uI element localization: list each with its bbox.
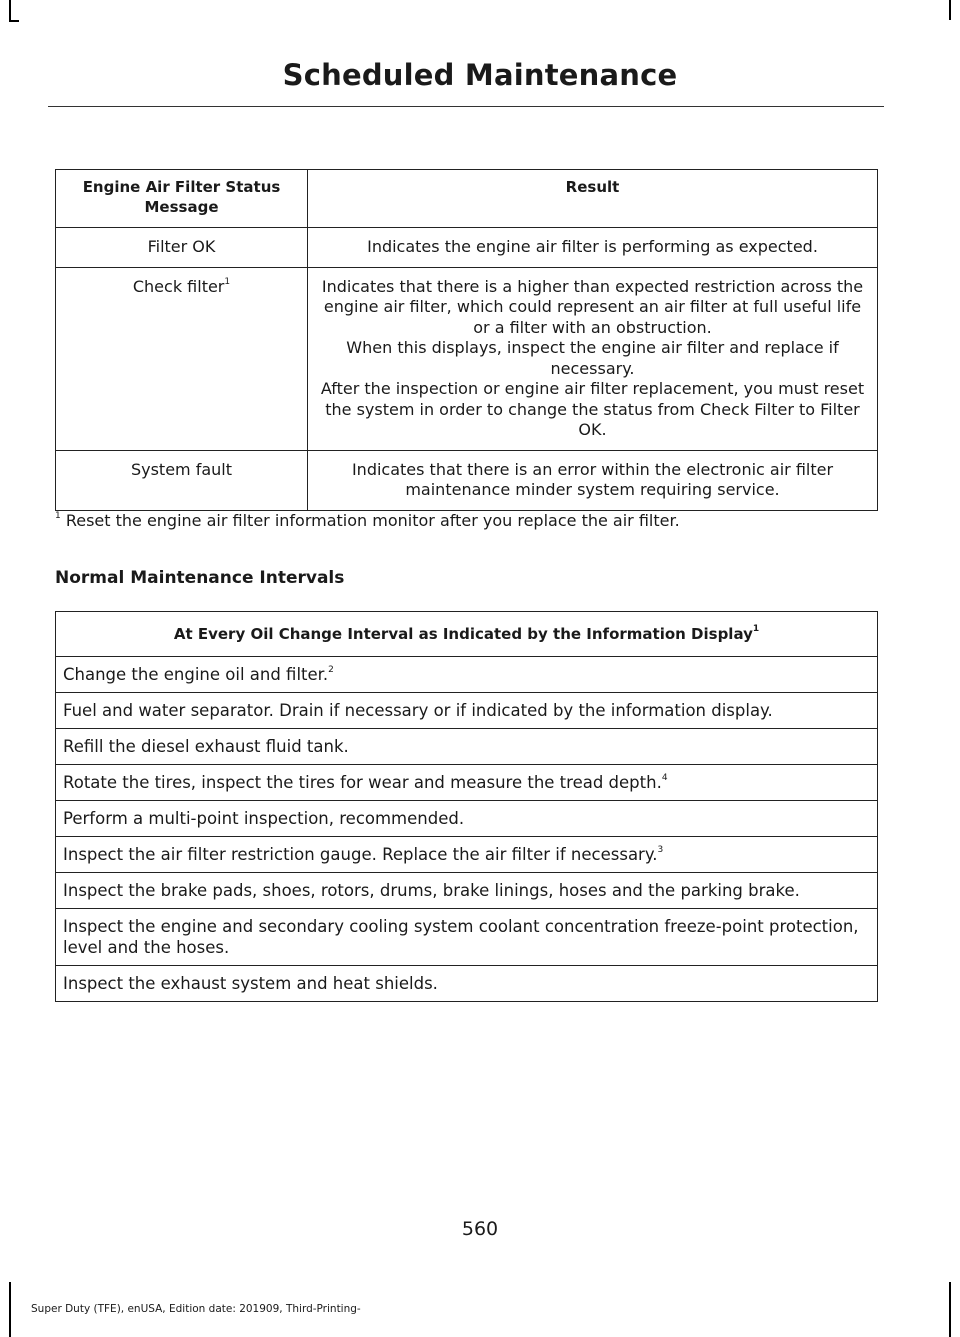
status-message: Check filter [132, 276, 225, 296]
table-header-row [56, 612, 878, 657]
table-row [56, 693, 878, 729]
table-row [56, 657, 878, 693]
table-row [56, 228, 878, 268]
footnote-marker: 1 [55, 511, 61, 521]
footnote-ref: 3 [657, 845, 664, 855]
status-message: System fault [130, 459, 233, 479]
maintenance-item [56, 966, 878, 1002]
footnote-ref: 1 [752, 624, 760, 634]
maintenance-item [56, 801, 878, 837]
maintenance-item [56, 837, 878, 873]
air-filter-status-table [55, 169, 878, 511]
page-number: 560 [461, 1218, 499, 1240]
table-row [56, 873, 878, 909]
maintenance-item-text: Refill the diesel exhaust fluid tank. [63, 737, 349, 756]
result-paragraph: Indicates that there is an error within the electronic air filter maintenance minder system requiring service. [351, 459, 834, 499]
table-row [56, 909, 878, 966]
table-header-row [56, 170, 878, 228]
maintenance-item-text: Fuel and water separator. Drain if necessary or if indicated by the information display. [63, 701, 773, 720]
header-rule [48, 106, 884, 107]
maintenance-item [56, 693, 878, 729]
maintenance-item-text: Inspect the exhaust system and heat shields. [63, 974, 438, 993]
table-row [56, 267, 878, 450]
status-cell [56, 267, 308, 450]
result-paragraph: Indicates that there is a higher than expected restriction across the engine air filter, which could represent an air filter at full useful life or a filter with an obstruction. [321, 276, 864, 337]
footnote-ref: 2 [328, 665, 334, 675]
crop-mark [9, 1282, 11, 1337]
footnote [55, 511, 680, 530]
maintenance-item-text: Change the engine oil and filter. [63, 665, 329, 684]
maintenance-item [56, 909, 878, 966]
intervals-header-text: At Every Oil Change Interval as Indicated by the Information Display [173, 625, 753, 643]
crop-mark [9, 0, 11, 20]
footnote-ref: 1 [224, 276, 231, 287]
status-cell [56, 450, 308, 510]
crop-mark [9, 20, 19, 22]
maintenance-item-text: Inspect the brake pads, shoes, rotors, drums, brake linings, hoses and the parking brake. [63, 881, 800, 900]
maintenance-item-text: Inspect the engine and secondary cooling system coolant concentration freeze-point protection, level and the hoses. [63, 917, 859, 957]
result-cell [308, 450, 878, 510]
table-row [56, 801, 878, 837]
section-heading: Normal Maintenance Intervals [55, 568, 345, 588]
edition-line: Super Duty (TFE), enUSA, Edition date: 201909, Third-Printing- [31, 1303, 361, 1315]
column-header-result: Result [308, 170, 878, 228]
status-cell [56, 228, 308, 268]
result-cell [308, 228, 878, 268]
maintenance-intervals-table [55, 611, 878, 1002]
maintenance-item [56, 873, 878, 909]
result-paragraph: Indicates the engine air filter is performing as expected. [367, 237, 818, 256]
result-paragraph: When this displays, inspect the engine air filter and replace if necessary. [346, 338, 839, 378]
maintenance-item [56, 765, 878, 801]
column-header-status: Engine Air Filter Status Message [56, 170, 308, 228]
table-row [56, 729, 878, 765]
result-cell [308, 267, 878, 450]
intervals-header [56, 612, 878, 657]
footnote-ref: 4 [661, 773, 668, 783]
maintenance-item-text: Inspect the air filter restriction gauge. Replace the air filter if necessary. [63, 845, 658, 864]
maintenance-item [56, 729, 878, 765]
crop-mark [949, 1282, 951, 1337]
footnote-text: Reset the engine air filter information monitor after you replace the air filter. [60, 511, 680, 530]
maintenance-item [56, 657, 878, 693]
table-row [56, 450, 878, 510]
table-row [56, 837, 878, 873]
page-title: Scheduled Maintenance [282, 58, 678, 92]
crop-mark [949, 0, 951, 20]
table-row [56, 765, 878, 801]
result-paragraph: After the inspection or engine air filter replacement, you must reset the system in order to change the status from Check Filter to Filter OK. [320, 379, 865, 439]
table-row [56, 966, 878, 1002]
maintenance-item-text: Perform a multi-point inspection, recommended. [63, 809, 465, 828]
status-message: Filter OK [147, 237, 216, 256]
maintenance-item-text: Rotate the tires, inspect the tires for wear and measure the tread depth. [63, 773, 662, 792]
